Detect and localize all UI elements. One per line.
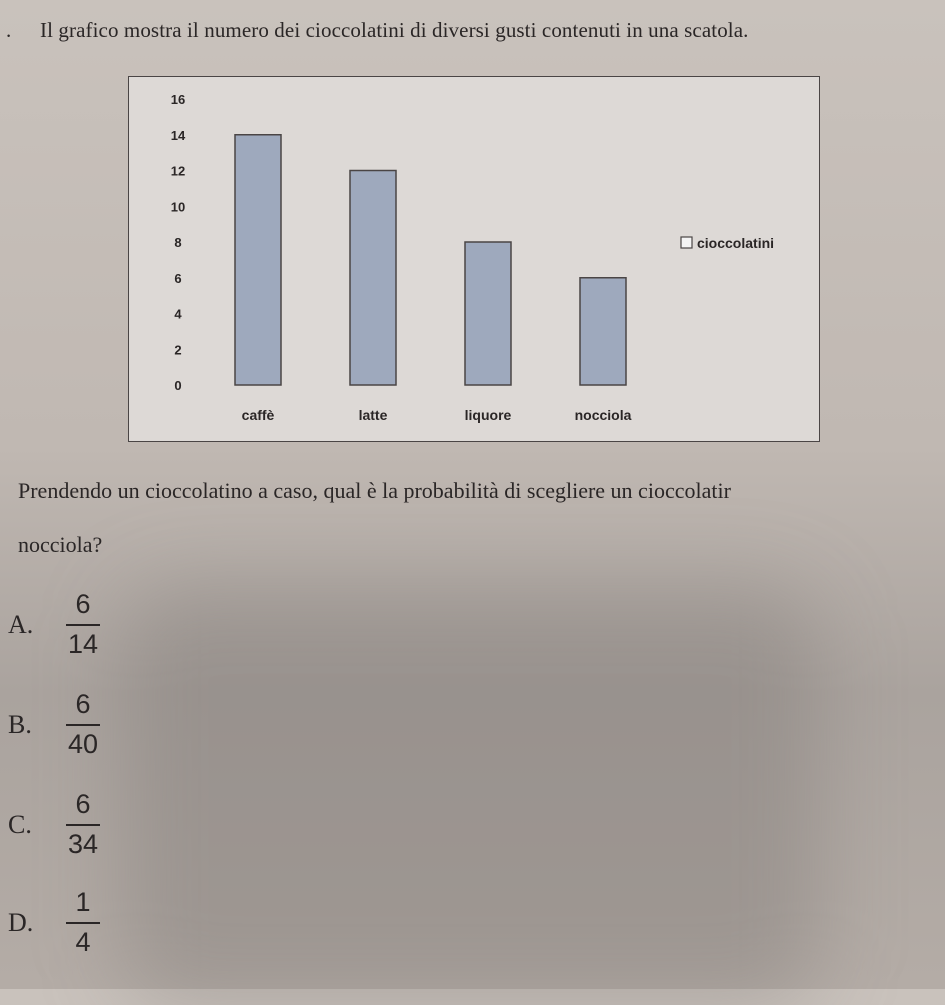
y-tick-label: 16 — [170, 92, 186, 107]
shadow-overlay — [120, 585, 820, 1005]
option-a[interactable] — [8, 590, 100, 659]
bar-chart-svg — [129, 77, 819, 441]
numerator: 6 — [75, 789, 91, 819]
numerator: 1 — [75, 887, 91, 917]
denominator: 14 — [67, 628, 99, 659]
bar — [350, 171, 396, 386]
y-tick-label: 8 — [174, 235, 182, 250]
y-tick-label: 0 — [174, 378, 182, 393]
fraction — [66, 790, 100, 859]
y-tick-label: 4 — [174, 306, 182, 322]
y-tick-label: 2 — [174, 342, 182, 358]
option-c[interactable] — [8, 790, 100, 859]
fraction-bar — [66, 824, 100, 826]
intro-text — [6, 18, 749, 43]
y-tick-label: 14 — [170, 127, 186, 143]
x-tick-label: latte — [358, 407, 388, 423]
fraction — [66, 690, 100, 759]
question-line-2: nocciola? — [18, 532, 103, 557]
chart — [128, 76, 820, 442]
bar — [465, 242, 511, 385]
option-letter: C. — [8, 809, 32, 839]
y-tick-label: 12 — [170, 163, 186, 179]
fraction — [66, 590, 100, 659]
denominator: 4 — [75, 926, 91, 957]
numerator: 6 — [75, 589, 91, 619]
fraction-bar — [66, 724, 100, 726]
option-b[interactable] — [8, 690, 100, 759]
y-tick-label: 6 — [174, 270, 182, 286]
item-marker: . — [6, 18, 12, 42]
fraction — [66, 888, 100, 957]
legend-swatch — [681, 237, 692, 248]
question-line-1: Prendendo un cioccolatino a caso, qual è la probabilità di scegliere un cioccolatir — [18, 478, 731, 503]
fraction-bar — [66, 624, 100, 626]
x-tick-label: liquore — [464, 407, 512, 423]
option-letter: D. — [8, 907, 34, 937]
denominator: 34 — [67, 828, 99, 859]
intro-sentence: Il grafico mostra il numero dei cioccolatini di diversi gusti contenuti in una scatola. — [40, 18, 749, 42]
option-letter: B. — [8, 709, 32, 739]
y-tick-label: 10 — [170, 199, 186, 215]
option-letter: A. — [8, 609, 34, 639]
bar — [235, 135, 281, 385]
x-tick-label: caffè — [241, 407, 275, 423]
denominator: 40 — [67, 728, 99, 759]
legend-label: cioccolatini — [697, 235, 775, 251]
bar — [580, 278, 626, 385]
x-tick-label: nocciola — [574, 407, 632, 423]
option-d[interactable] — [8, 888, 100, 957]
numerator: 6 — [75, 689, 91, 719]
fraction-bar — [66, 922, 100, 924]
